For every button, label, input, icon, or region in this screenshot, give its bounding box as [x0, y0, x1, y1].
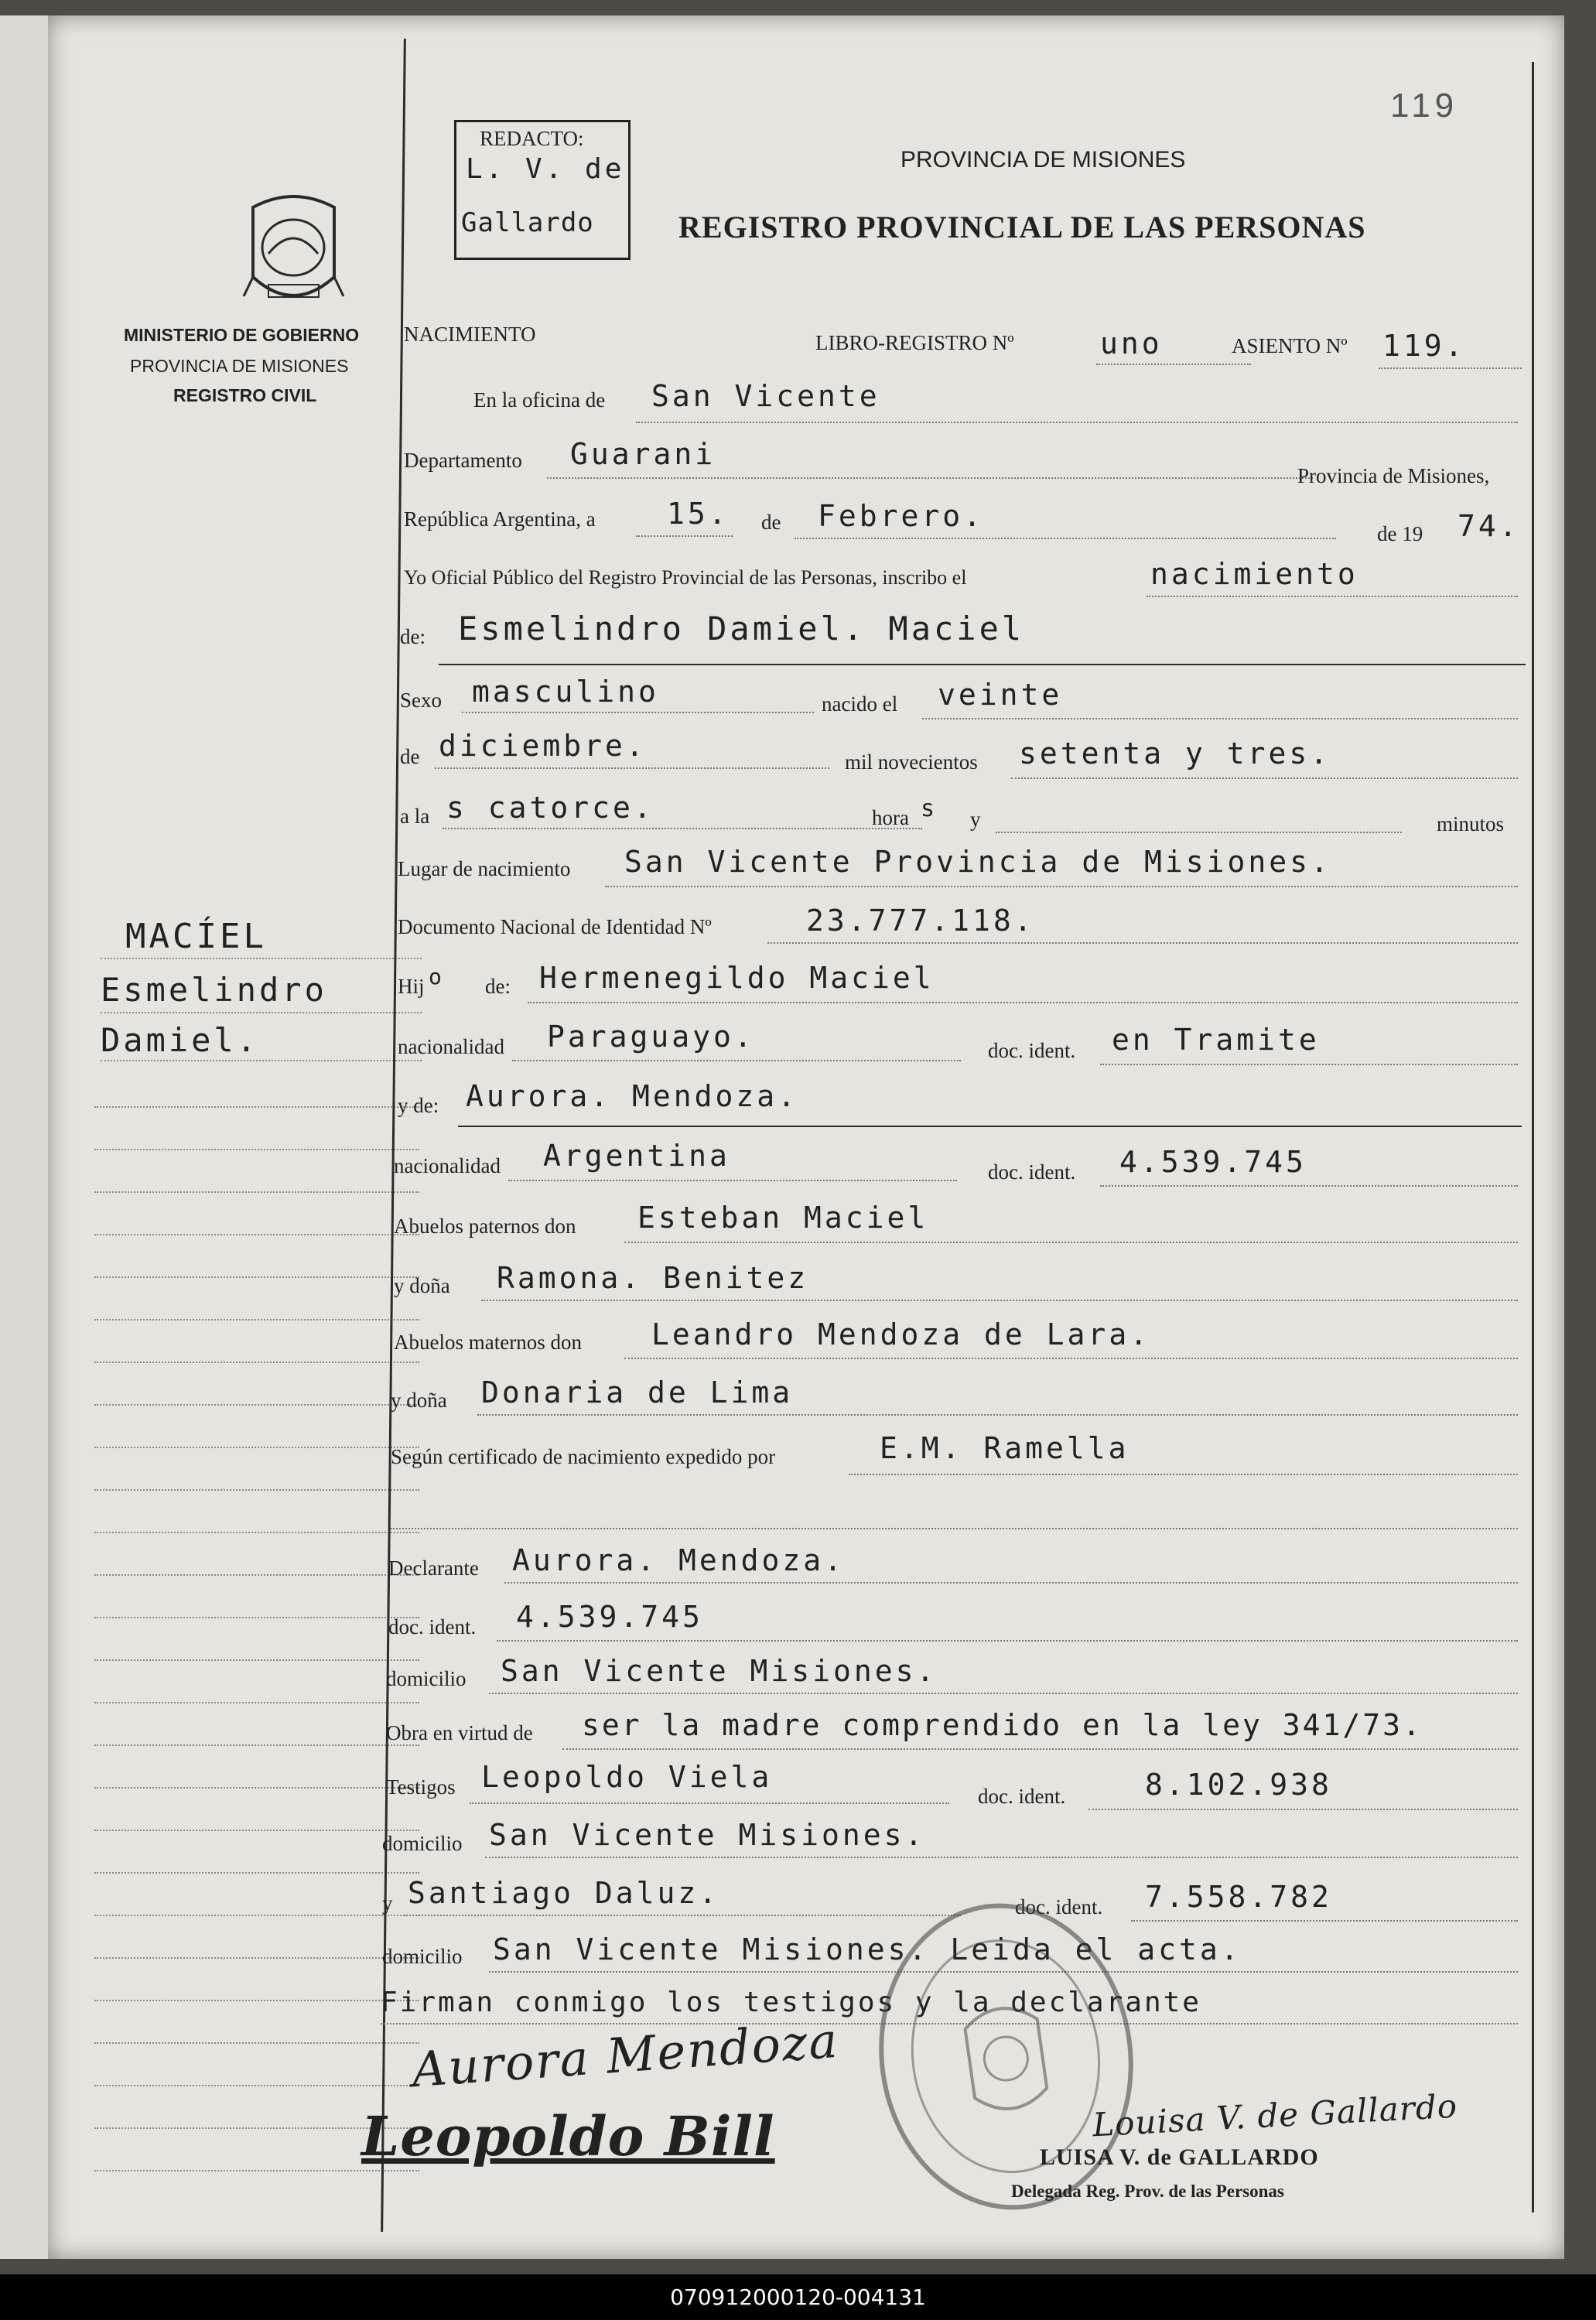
departamento-value: Guarani: [570, 437, 716, 471]
margin-line: [94, 2000, 419, 2001]
alas-line: [443, 828, 922, 829]
segun-label: Según certificado de nacimiento expedido por: [391, 1445, 776, 1468]
left-province-label: PROVINCIA DE MISIONES: [130, 356, 349, 376]
testigo2-y: y: [382, 1891, 393, 1915]
margin-line: [94, 1276, 419, 1278]
nacido-mes-value: diciembre.: [439, 729, 647, 763]
abm-line: [624, 1358, 1518, 1359]
testigo2-line: [404, 1915, 961, 1916]
lugar-label: Lugar de nacimiento: [398, 857, 571, 880]
margin-line: [94, 1915, 419, 1916]
abp-dona-value: Ramona. Benitez: [497, 1261, 809, 1295]
mil-value: setenta y tres.: [1019, 736, 1331, 770]
horas-value: s: [921, 795, 938, 822]
declarante-value: Aurora. Mendoza.: [512, 1543, 846, 1577]
abp-label: Abuelos paternos don: [394, 1215, 576, 1238]
declarante-label: Declarante: [388, 1556, 479, 1580]
segun-line: [849, 1474, 1518, 1475]
margin-line: [94, 1830, 419, 1831]
obra-line: [562, 1748, 1518, 1750]
testigo1-doc-value: 8.102.938: [1145, 1768, 1332, 1802]
testigo2-dom-label: domicilio: [382, 1945, 463, 1968]
madre-nac-value: Argentina: [543, 1139, 730, 1173]
oficial-name: LUISA V. de GALLARDO: [1040, 2144, 1319, 2170]
mil-label: mil novecientos: [845, 750, 978, 774]
margin-line: [94, 1617, 419, 1618]
yo-line: [1147, 596, 1518, 597]
asiento-label: ASIENTO Nº: [1232, 334, 1348, 357]
abm-dona-value: Donaria de Lima: [481, 1375, 794, 1409]
libro-label: LIBRO-REGISTRO Nº: [815, 331, 1014, 354]
abp-dona-label: y doña: [394, 1274, 450, 1297]
margin-line: [94, 1404, 419, 1406]
lugar-value: San Vicente Provincia de Misiones.: [624, 845, 1331, 879]
de3-label: de: [400, 745, 420, 768]
abm-dona-line: [477, 1414, 1518, 1416]
padre-nac-line: [512, 1060, 961, 1061]
madre-rule: [458, 1126, 1522, 1127]
sexo-line: [462, 712, 814, 713]
nombre-value: Esmelindro Damiel. Maciel: [458, 610, 1025, 647]
oficina-line: [636, 422, 1518, 423]
testigo2-doc-value: 7.558.782: [1145, 1880, 1332, 1914]
padre-doc-value: en Tramite: [1112, 1023, 1320, 1057]
abm-dona-label: y doña: [391, 1389, 447, 1412]
testigo1-doc-label: doc. ident.: [978, 1785, 1066, 1808]
redacto-label: REDACTO:: [480, 127, 584, 150]
nacido-mes-line: [435, 767, 829, 769]
testigos-label: Testigos: [386, 1775, 456, 1799]
margin-given-name: Esmelindro: [101, 971, 327, 1009]
margin-line: [94, 1574, 419, 1576]
de2-label: de:: [400, 625, 425, 648]
asiento-value: 119.: [1382, 329, 1466, 363]
padre-value: Hermenegildo Maciel: [539, 961, 935, 995]
margin-line: [94, 1957, 419, 1959]
oficial-title: Delegada Reg. Prov. de las Personas: [1011, 2182, 1284, 2201]
padre-line: [528, 1002, 1518, 1003]
anio-value: 74.: [1458, 509, 1520, 543]
sexo-label: Sexo: [400, 688, 442, 712]
testigo-signature: Leopoldo Bill: [361, 2104, 775, 2168]
declarante-signature: Aurora Mendoza: [410, 2011, 841, 2099]
yde-label: y de:: [398, 1094, 439, 1117]
sexo-value: masculino: [472, 675, 659, 709]
y-label: y: [970, 808, 981, 831]
margin-line: [94, 1659, 419, 1661]
margin-middle-name: Damiel.: [101, 1021, 260, 1059]
firman-text: Firman conmigo los testigos y la declarante: [381, 1987, 1201, 2018]
testigo1-line: [470, 1802, 949, 1804]
segun-value: E.M. Ramella: [880, 1431, 1130, 1465]
margin-surname: MACÍEL: [125, 917, 267, 956]
mes-value: Febrero.: [818, 499, 985, 533]
segun-extra-line: [391, 1528, 1518, 1529]
madre-doc-label: doc. ident.: [988, 1160, 1076, 1184]
margin-line: [94, 1149, 419, 1150]
redacto-line1: L. V. de: [466, 153, 625, 185]
provincial-seal-icon: [238, 192, 350, 312]
horas-label: hora: [872, 806, 909, 829]
abp-line: [624, 1242, 1518, 1243]
page-number: 119: [1390, 87, 1459, 125]
left-page-edge: [0, 15, 48, 2259]
nacido-value: veinte: [938, 678, 1063, 712]
obra-label: Obra en virtud de: [386, 1721, 533, 1744]
registry-stamp: [860, 1887, 1153, 2226]
declarante-line: [504, 1582, 1518, 1584]
registry-title: REGISTRO PROVINCIAL DE LAS PERSONAS: [678, 210, 1366, 244]
yo-value: nacimiento: [1150, 557, 1358, 591]
margin-line: [94, 1362, 419, 1363]
testigo2-doc-label: doc. ident.: [1015, 1895, 1103, 1919]
hijo-o: o: [429, 964, 445, 989]
column-rule-right: [1532, 62, 1534, 2212]
hijo-de-label: de:: [485, 975, 511, 998]
republica-label: República Argentina, a: [404, 507, 596, 531]
abm-label: Abuelos maternos don: [394, 1331, 582, 1354]
mil-line: [1011, 777, 1518, 779]
minutos-label: minutos: [1437, 812, 1505, 835]
margin-line: [94, 1319, 419, 1321]
dni-label: Documento Nacional de Identidad Nº: [398, 915, 712, 938]
alas-value: s catorce.: [446, 791, 654, 825]
libro-line: [1096, 364, 1251, 365]
testigo1-dom-label: domicilio: [382, 1832, 463, 1855]
madre-value: Aurora. Mendoza.: [466, 1079, 799, 1113]
margin-line: [94, 2170, 419, 2171]
declarante-dom-value: San Vicente Misiones.: [501, 1654, 938, 1688]
minutos-line: [996, 832, 1402, 833]
testigo2-value: Santiago Daluz.: [408, 1876, 720, 1910]
testigo1-value: Leopoldo Viela: [481, 1760, 773, 1794]
margin-line: [94, 1532, 419, 1533]
declarante-dom-label: domicilio: [386, 1667, 466, 1690]
redacto-box: [454, 120, 631, 260]
dni-value: 23.777.118.: [806, 904, 1035, 938]
hijo-label: Hij: [398, 975, 425, 998]
declarante-dom-line: [489, 1693, 1518, 1694]
testigo2-dom-value: San Vicente Misiones. Leida el acta.: [493, 1932, 1242, 1966]
margin-line: [101, 1012, 422, 1013]
margin-line: [94, 2085, 419, 2086]
margin-line: [94, 1702, 419, 1703]
libro-value: uno: [1100, 326, 1163, 360]
oficial-signature: Louisa V. de Gallardo: [1092, 2086, 1459, 2144]
stamp-emblem-icon: [865, 1892, 1148, 2221]
dia-line: [636, 535, 733, 537]
testigo2-doc-line: [1131, 1920, 1518, 1922]
testigo1-dom-value: San Vicente Misiones.: [489, 1818, 926, 1852]
redacto-line2: Gallardo: [461, 207, 594, 238]
margin-line: [94, 1872, 419, 1874]
declarante-doc-value: 4.539.745: [516, 1600, 703, 1634]
departamento-line: [547, 477, 1313, 479]
padre-doc-line: [1100, 1064, 1518, 1065]
oficina-label: En la oficina de: [473, 388, 606, 412]
declarante-doc-label: doc. ident.: [388, 1615, 477, 1638]
document-page: [48, 15, 1564, 2259]
margin-line: [94, 1489, 419, 1491]
madre-doc-line: [1100, 1185, 1518, 1187]
alas-label: a la: [400, 805, 430, 828]
padre-nac-value: Paraguayo.: [547, 1020, 755, 1054]
province-title: PROVINCIA DE MISIONES: [901, 147, 1186, 173]
provincia-suffix: Provincia de Misiones,: [1297, 464, 1490, 487]
margin-line: [94, 1106, 419, 1108]
testigo1-dom-line: [485, 1857, 1518, 1858]
asiento-line: [1379, 367, 1522, 369]
dia-value: 15.: [667, 497, 730, 531]
margin-line: [94, 1787, 419, 1789]
abm-value: Leandro Mendoza de Lara.: [651, 1317, 1151, 1351]
testigo1-doc-line: [1088, 1809, 1518, 1810]
madre-doc-value: 4.539.745: [1119, 1145, 1307, 1179]
margin-line: [94, 1447, 419, 1448]
ministry-label: MINISTERIO DE GOBIERNO: [124, 325, 360, 345]
obra-value: ser la madre comprendido en la ley 341/73.: [582, 1708, 1423, 1742]
margin-line: [94, 1191, 419, 1193]
image-id-footer: 070912000120-004131: [0, 2274, 1596, 2320]
nombre-rule: [439, 664, 1526, 665]
margin-line: [101, 1060, 422, 1061]
nacido-line: [922, 718, 1518, 719]
margin-line: [94, 1744, 419, 1746]
abp-dona-line: [481, 1300, 1518, 1301]
oficina-value: San Vicente: [651, 379, 880, 413]
margin-line: [94, 1234, 419, 1235]
madre-nac-label: nacionalidad: [394, 1154, 501, 1177]
abp-value: Esteban Maciel: [637, 1201, 929, 1235]
lugar-line: [605, 886, 1518, 887]
nacimiento-label: NACIMIENTO: [404, 323, 536, 346]
nacido-label: nacido el: [822, 692, 898, 716]
civil-registry-label: REGISTRO CIVIL: [173, 385, 317, 405]
margin-line: [94, 2042, 419, 2044]
yo-label: Yo Oficial Público del Registro Provincial de las Personas, inscribo el: [404, 566, 967, 589]
dni-line: [767, 942, 1518, 944]
margin-line: [101, 958, 422, 959]
de-label: de: [761, 511, 781, 534]
anio-label: de 19: [1377, 522, 1423, 545]
madre-nac-line: [508, 1180, 957, 1181]
padre-nac-label: nacionalidad: [398, 1035, 504, 1058]
declarante-doc-line: [497, 1640, 1518, 1642]
padre-doc-label: doc. ident.: [988, 1039, 1076, 1062]
mes-line: [795, 538, 1336, 539]
departamento-label: Departamento: [404, 449, 522, 472]
